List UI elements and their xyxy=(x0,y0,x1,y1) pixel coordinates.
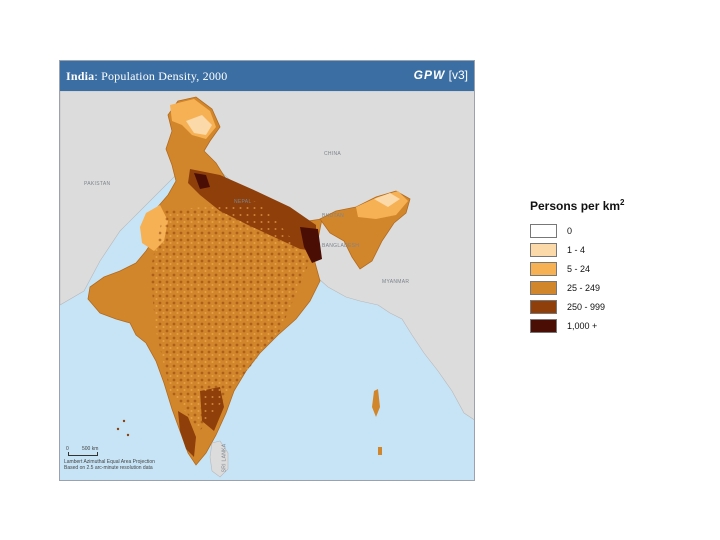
legend-title xyxy=(530,198,625,213)
gpw-version: [v3] xyxy=(448,68,468,82)
label-bhutan: BHUTAN xyxy=(322,213,344,219)
legend-swatch xyxy=(530,243,557,257)
legend-swatch xyxy=(530,281,557,295)
nicobar-islands xyxy=(378,447,382,455)
label-bangladesh: BANGLADESH xyxy=(322,243,360,249)
projection-line-2: Based on 2.5 arc-minute resolution data xyxy=(64,465,153,471)
map-title-subject: : Population Density, 2000 xyxy=(94,69,228,83)
legend-label: 1,000 + xyxy=(567,320,598,331)
projection-line-1: Lambert Azimuthal Equal Area Projection xyxy=(64,459,155,465)
legend-item xyxy=(530,222,625,239)
scale-bar xyxy=(68,452,98,456)
legend-label: 1 - 4 xyxy=(567,244,586,255)
scale-zero-label: 0 xyxy=(66,446,69,452)
label-pakistan: PAKISTAN xyxy=(84,181,111,187)
legend-item xyxy=(530,279,625,296)
legend-item xyxy=(530,317,625,334)
population-density-map xyxy=(60,91,475,481)
projection-note xyxy=(64,459,155,471)
label-nepal: NEPAL xyxy=(234,199,252,205)
map-title-country: India xyxy=(66,69,95,83)
label-china: CHINA xyxy=(324,151,342,157)
legend-item xyxy=(530,298,625,315)
legend-item xyxy=(530,241,625,258)
label-myanmar: MYANMAR xyxy=(382,279,410,285)
lakshadweep-3 xyxy=(127,434,129,436)
label-sri-lanka: SRI LANKA xyxy=(221,443,228,473)
legend-title-text: Persons per km xyxy=(530,199,621,213)
legend-label: 0 xyxy=(567,225,573,236)
legend-label: 5 - 24 xyxy=(567,263,591,274)
legend-title-superscript: 2 xyxy=(620,198,625,207)
scale-distance-label: 500 km xyxy=(82,446,99,452)
legend-swatch xyxy=(530,224,557,238)
map-title xyxy=(66,69,227,84)
gpw-logo: GPW xyxy=(413,68,446,82)
legend-swatch xyxy=(530,300,557,314)
legend-label: 25 - 249 xyxy=(567,282,601,293)
legend-rows xyxy=(530,222,625,334)
legend-item xyxy=(530,260,625,277)
legend-label: 250 - 999 xyxy=(567,301,606,312)
legend-swatch xyxy=(530,262,557,276)
map-header xyxy=(60,61,474,91)
gpw-label xyxy=(414,68,468,82)
map-frame xyxy=(59,60,475,481)
lakshadweep-2 xyxy=(117,428,119,430)
lakshadweep-1 xyxy=(123,420,125,422)
legend-swatch xyxy=(530,319,557,333)
legend xyxy=(530,198,625,336)
